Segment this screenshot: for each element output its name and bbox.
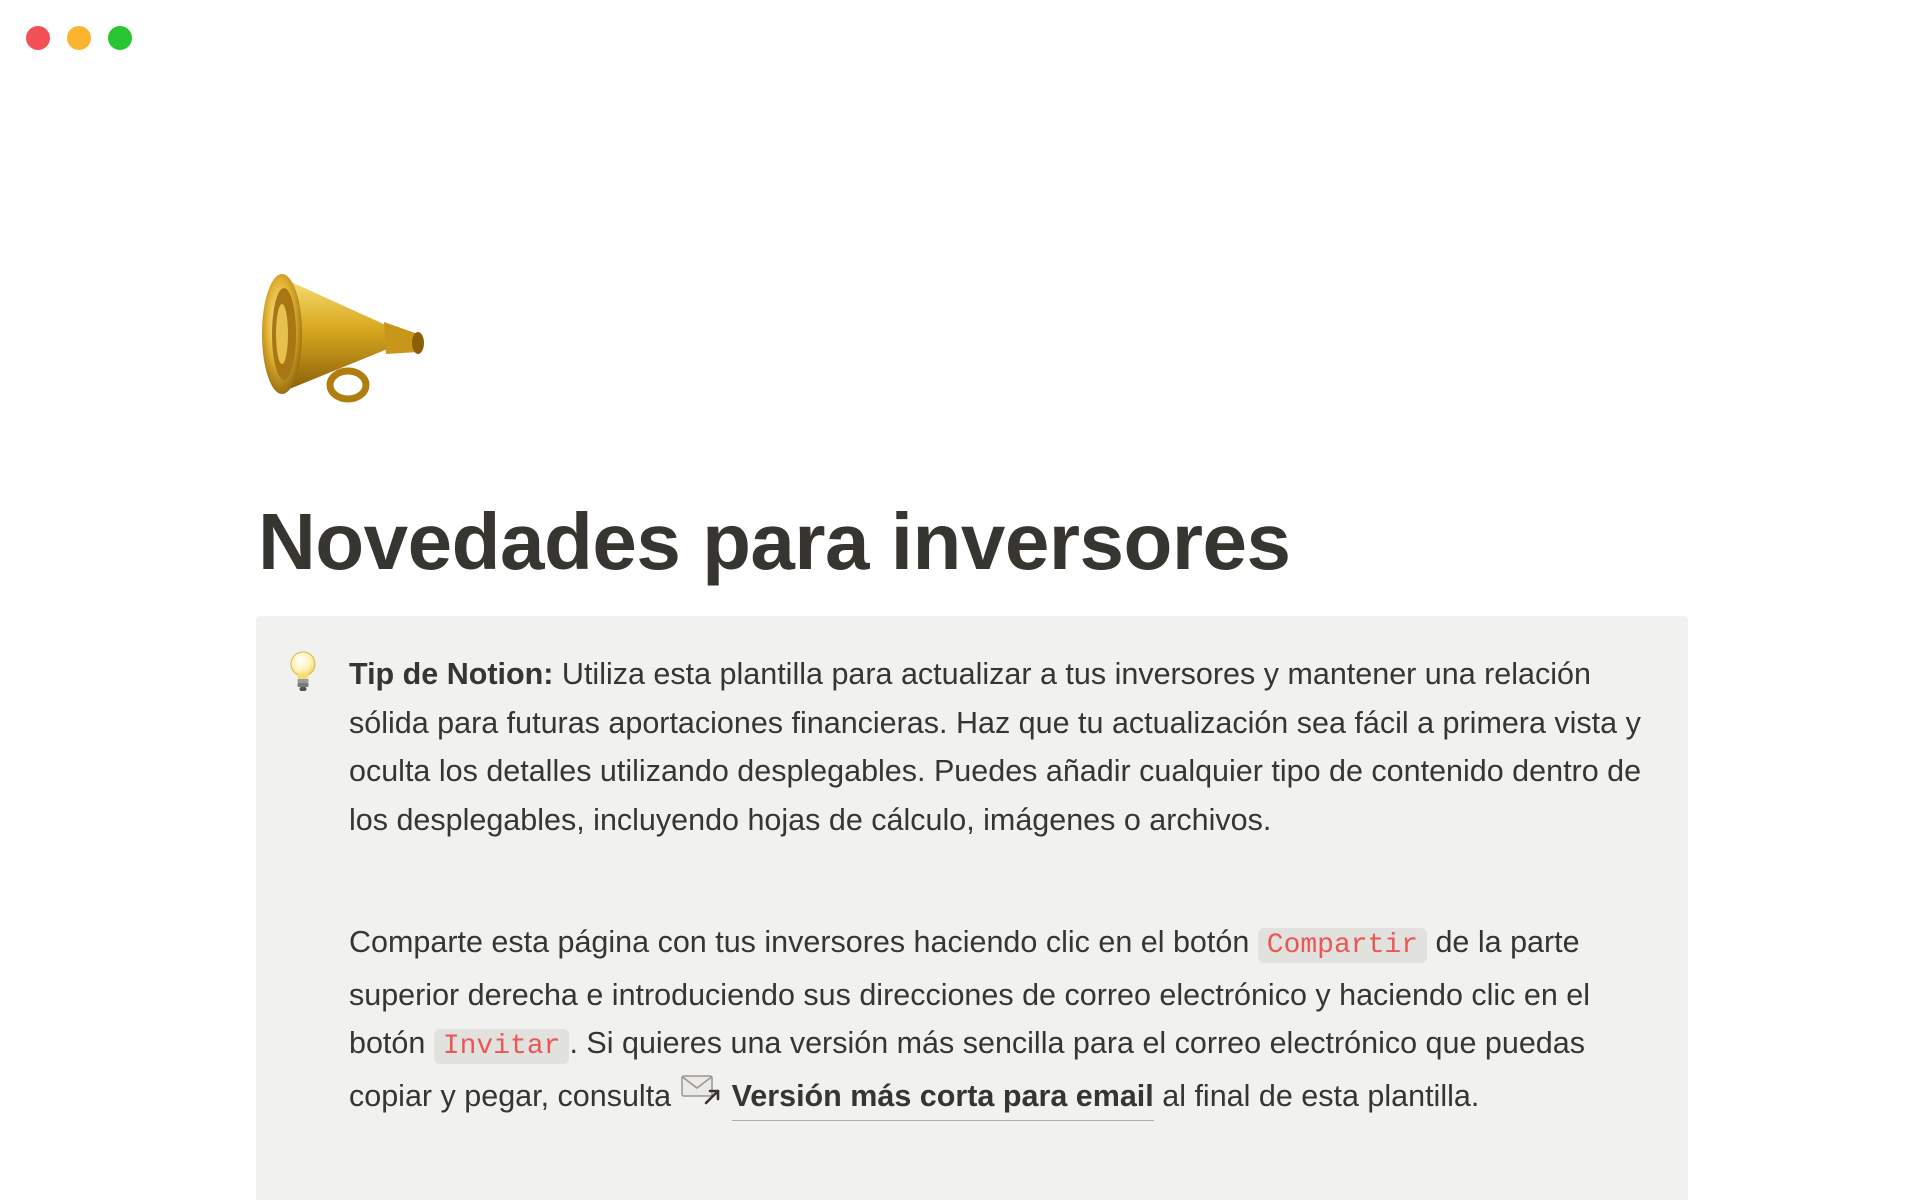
callout-block[interactable]	[256, 616, 1688, 1200]
page-mention-link[interactable]	[680, 1072, 1154, 1122]
lightbulb-icon[interactable]	[288, 650, 318, 694]
megaphone-icon[interactable]	[258, 262, 428, 412]
window-controls	[26, 26, 132, 50]
page-title[interactable]: Novedades para inversores	[258, 497, 1291, 586]
tip-text: Utiliza esta plantilla para actualizar a tus inversores y mantener una relación sólida para futuras aportaciones financieras. Haz que tu actualización sea fácil a primera vista y oculta los detalles utilizando desplegables. Puedes añadir cualquier tipo de contenido dentro de los desplegables, incluyendo hojas de cálculo, imágenes o archivos.	[349, 657, 1642, 837]
maximize-window-button[interactable]	[108, 26, 132, 50]
share-text-part2: de la parte superior derecha e introduciendo sus direcciones de correo electrónico y haciendo clic en el botón	[349, 925, 1591, 1060]
mention-link-text[interactable]: Versión más corta para email	[732, 1072, 1154, 1122]
minimize-window-button[interactable]	[67, 26, 91, 50]
callout-text	[349, 650, 1659, 1121]
close-window-button[interactable]	[26, 26, 50, 50]
share-text-part3: . Si quieres una versión más sencilla para el correo electrónico que puedas copiar y pegar, consulta	[349, 1026, 1585, 1113]
callout-paragraph-share	[349, 918, 1659, 1121]
envelope-icon	[680, 1072, 722, 1106]
tip-label: Tip de Notion:	[349, 657, 554, 691]
code-compartir: Compartir	[1258, 928, 1427, 963]
callout-paragraph-tip	[349, 650, 1659, 844]
share-text-part1: Comparte esta página con tus inversores haciendo clic en el botón	[349, 925, 1258, 959]
code-invitar: Invitar	[434, 1029, 570, 1064]
share-text-part4: al final de esta plantilla.	[1153, 1078, 1480, 1113]
